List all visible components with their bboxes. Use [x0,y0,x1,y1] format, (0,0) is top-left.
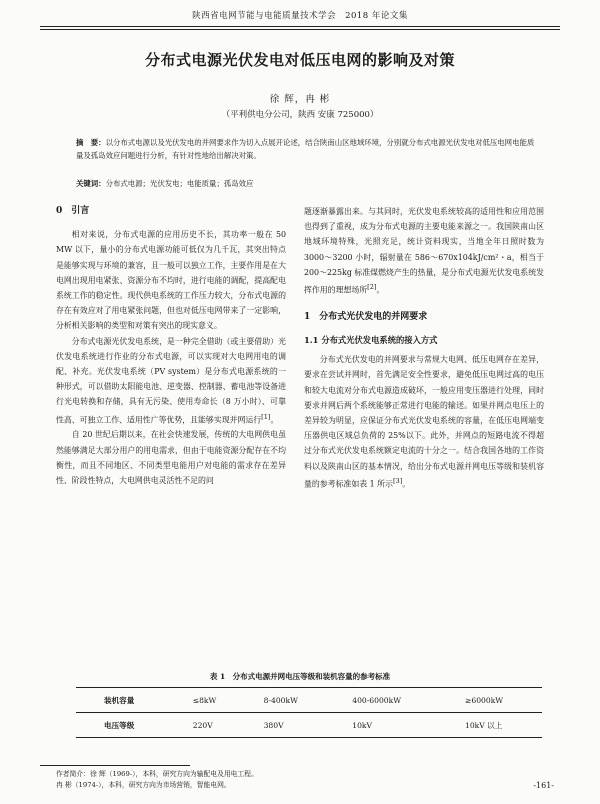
footnote-line: 冉 彬（1974-），本科，研究方向为市场营销，智能电网。 [56,781,231,789]
keywords-text: 分布式电源；光伏发电；电能质量；孤岛效应 [105,179,254,188]
footnote-rule [40,765,190,766]
abstract-text: 以分布式电源以及光伏发电的并网要求作为切入点展开论述，结合陕南山区地域环境，分别就分布式电源光伏发电对低压电网电能质量及孤岛效应问题进行分析，有针对性地给出解决对策。 [76,138,535,160]
table-cell: 380V [246,713,335,738]
table-cell: 8-400kW [246,688,335,713]
intro-paragraph-1: 相对来说，分布式电源的应用历史不长，其功率一般在 50 MW 以下，量小的分布式电源功能可低仅为几千瓦，其突出特点是能够实现与环境的兼容，且一般可以独立工作，主要作用是在大电网出现用电紧张、资源分布不均时，进行电能的调配，提高配电系统工作的稳定性。现代供电系统的工作压力较大，分布式电源的存在有效应对了用电紧张问题，但也对低压电网带来了一定影响，分析相关影响的类型和对策有突出的现实意义。 [56,230,286,331]
section-1-heading: 1 分布式光伏发电的并网要求 [304,311,428,322]
right-paragraph-1-text: 题逐渐暴露出来。与其同时，光伏发电系统较高的适用性和应用范围也得到了重视，成为分布式电源的主要电能来源之一。我国陕南山区地域环境特殊，光照充足，统计资料现实，当地全年日照时数为 3000～3200 小时，辐射量在 586～670x104kJ/cm²・a，相当于 200～225kg 标准煤燃烧产生的热量，是分布式电源光伏发电系统发挥作用的理想场所 [304,207,544,295]
table-cell: 220V [175,713,246,738]
right-paragraph-1: 题逐渐暴露出来。与其同时，光伏发电系统较高的适用性和应用范围也得到了重视，成为分布式电源的主要电能来源之一。我国陕南山区地域环境特殊，光照充足，统计资料现实，当地全年日照时数为 3000～3200 小时，辐射量在 586～670x104kJ/cm²・a，相当于 200～225kg 标准煤燃烧产生的热量，是分布式电源光伏发电系统发挥作用的理想场所[2]。 [304,207,544,295]
intro-paragraph-3: 自 20 世纪后期以来，在社会快速发展，传统的大电网供电虽然能够满足大部分用户的用电需求，但由于电能资源分配存在不均衡性，而且不同地区、不同类型电能用户对电能的需求存在差异性、阶段性特点，大电网供电灵活性不足的问 [56,430,286,486]
paper-title: 分布式电源光伏发电对低压电网的影响及对策 [144,51,455,69]
author-footnote [56,769,258,791]
capacity-table [76,687,542,738]
left-column [56,204,286,488]
table-cell: 10kV [334,713,447,738]
table-row-label: 电压等级 [76,713,175,738]
table-row [76,713,542,738]
table-cell: 400-6000kW [334,688,447,713]
intro-paragraph-2-text: 分布式电源光伏发电系统，是一种完全借助（或主要借助）光伏发电系统进行作业的分布式电源，可以实现对大电网用电的调配、补充。光伏发电系统（PV system）是分布式电源系统的一种形式，可以借助太阳能电池、逆变器、控制器、蓄电池等设备进行光电转换和存储，具有无污染、使用寿命长（8 万小时）、可靠性高、可独立工作、适用性广等优势，且能够实现并网运行 [56,336,286,425]
section-1-1-text: 分布式光伏发电的并网要求与常规大电网、低压电网存在差异，要求在尝试并网时，首先满足安全性要求，避免低压电网过高的电压和较大电流对分布式电源造成破坏，一般应用变压器进行处理，同时要求并网后两个系统能够正常进行电能的输送。如果并网点电压上的差异较为明显，应保证分布式光伏发电系统的容量，在低压电网端变压器供电区域总负荷的 25%以下。此外，并网点的短路电流不得超过分布式光伏发电系统额定电流的十分之一。结合我国各地的工作资料以及陕南山区的基本情况，给出分布式电源并网电压等级和装机容量的参考标准如表 1 所示 [304,355,544,489]
citation-ref: [2] [367,283,377,292]
citation-ref: [1] [261,412,271,421]
table-cell: ≤8kW [175,688,246,713]
table-row [76,688,542,713]
keywords [76,178,538,189]
table-cell: ≥6000kW [447,688,542,713]
header-rule [40,26,560,27]
abstract-label: 摘 要： [76,138,106,147]
right-column [304,204,544,492]
paper-authors: 徐 辉，冉 彬 [269,94,331,105]
paper-affiliation: （平利供电分公司，陕西 安康 725000） [221,110,379,120]
running-header: 陕西省电网节能与电能质量技术学会 2018 年论文集 [192,11,408,21]
section-1-1-heading: 1.1 分布式光伏发电系统的接入方式 [304,335,438,346]
keywords-label: 关键词： [76,179,106,188]
intro-heading: 0 引言 [56,206,90,216]
table-cell: 10kV 以上 [447,713,542,738]
citation-ref: [3] [392,476,403,485]
abstract [76,136,538,162]
header-rule-thin [40,29,560,30]
table-header-label: 装机容量 [76,688,175,713]
section-1-1-paragraph: 分布式光伏发电的并网要求与常规大电网、低压电网存在差异，要求在尝试并网时，首先满足安全性要求，避免低压电网过高的电压和较大电流对分布式电源造成破坏，一般应用变压器进行处理，同时要求并网后两个系统能够正常进行电能的输送。如果并网点电压上的差异较为明显，应保证分布式光伏发电系统的容量，在低压电网端变压器供电区域总负荷的 25%以下。此外，并网点的短路电流不得超过分布式光伏发电系统额定电流的十分之一。结合我国各地的工作资料以及陕南山区的基本情况，给出分布式电源并网电压等级和装机容量的参考标准如表 1 所示[3]。 [304,355,544,489]
page-number: -161- [533,781,554,790]
intro-paragraph-2: 分布式电源光伏发电系统，是一种完全借助（或主要借助）光伏发电系统进行作业的分布式电源，可以实现对大电网用电的调配、补充。光伏发电系统（PV system）是分布式电源系统的一种形式，可以借助太阳能电池、逆变器、控制器、蓄电池等设备进行光电转换和存储，具有无污染、使用寿命长（8 万小时）、可靠性高、可独立工作、适用性广等优势，且能够实现并网运行[1]。 [56,336,286,425]
footnote-line: 作者简介：徐 辉（1969-），本科，研究方向为输配电及用电工程。 [56,770,258,778]
table-caption: 表 1 分布式电源并网电压等级和装机容量的参考标准 [209,672,391,681]
